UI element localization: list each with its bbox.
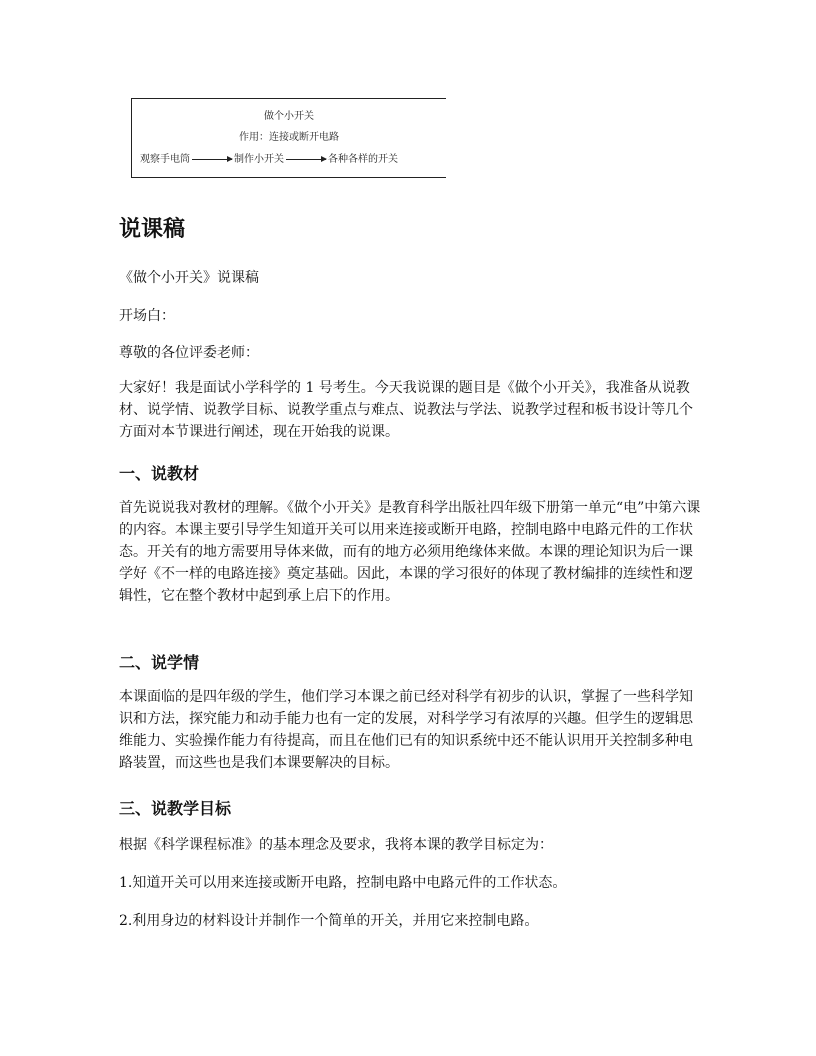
- board-design-diagram: [131, 98, 446, 178]
- arrow-right-icon: [286, 159, 326, 160]
- arrow-right-icon: [192, 159, 232, 160]
- section-paragraph: 首先说说我对教材的理解。《做个小开关》是教育科学出版社四年级下册第一单元“电”中第六课的内容。本课主要引导学生知道开关可以用来连接或断开电路，控制电路中电路元件的工作状态。开关有的地方需要用导体来做，而有的地方必须用绝缘体来做。本课的理论知识为后一课学好《不一样的电路连接》奠定基础。因此，本课的学习很好的体现了教材编排的连续性和逻辑性，它在整个教材中起到承上启下的作用。: [119, 500, 701, 604]
- opening-label: 开场白：: [119, 308, 175, 324]
- flow-step-3: 各种各样的开关: [328, 154, 398, 165]
- section-paragraph: 根据《科学课程标准》的基本理念及要求，我将本课的教学目标定为：: [119, 837, 553, 853]
- flow-step-1: 观察手电筒: [140, 154, 190, 165]
- greeting: 尊敬的各位评委老师：: [119, 345, 259, 361]
- intro-title: 《做个小开关》说课稿: [119, 270, 259, 286]
- goal-item: 2.利用身边的材料设计并制作一个简单的开关，并用它来控制电路。: [119, 913, 539, 929]
- section-paragraph: 本课面临的是四年级的学生，他们学习本课之前已经对科学有初步的认识，掌握了一些科学知识和方法，探究能力和动手能力也有一定的发展，对科学学习有浓厚的兴趣。但学生的逻辑思维能力、实验操作能力有待提高，而且在他们已有的知识系统中还不能认识用开关控制多种电路装置，而这些也是我们本课要解决的目标。: [119, 689, 693, 771]
- diagram-subtitle: 作用：连接或断开电路: [239, 132, 339, 143]
- document-title: 说课稿: [119, 217, 186, 242]
- flow-step-2: 制作小开关: [234, 154, 284, 165]
- opening-paragraph: 大家好！我是面试小学科学的 1 号考生。今天我说课的题目是《做个小开关》，我准备从说教材、说学情、说教学目标、说教学重点与难点、说教法与学法、说教学过程和板书设计等几个方面对本节课进行阐述，现在开始我的说课。: [119, 380, 693, 440]
- section-heading: 三、说教学目标: [119, 799, 232, 818]
- diagram-flow: [140, 150, 474, 165]
- section-heading: 一、说教材: [119, 464, 200, 483]
- section-heading: 二、说学情: [119, 653, 200, 672]
- diagram-title: 做个小开关: [264, 111, 314, 122]
- goal-item: 1.知道开关可以用来连接或断开电路，控制电路中电路元件的工作状态。: [119, 875, 567, 891]
